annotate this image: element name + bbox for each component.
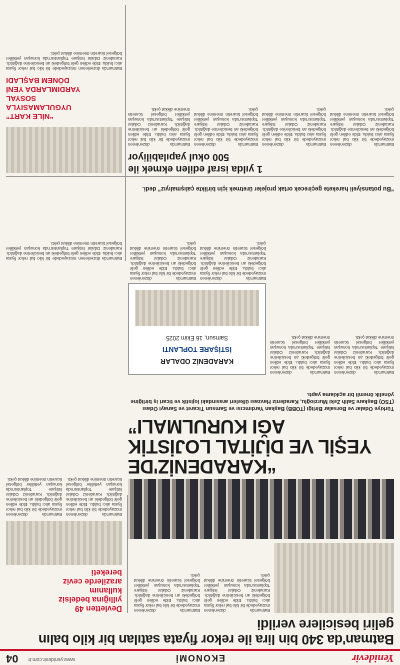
- meeting-photo: [128, 283, 266, 375]
- photo-sign: İSTİŞARE TOPLANTI: [162, 345, 232, 352]
- feature-deck: Türkiye Odalar ve Borsalar Birliği (TOBB) Başkan Yardımcısı ve Samsun Ticaret ve Sanayi Odası (TSO) Başkanı Salih Zeki Murzioğlu, Karadeniz Havzası ülkeleri arasındaki lojistik ve ticari iş birliğine yönelik önemli bir açıklama yaptı.: [130, 391, 394, 411]
- body-column: Batman'da düzenlenen müzayedede bir kilo bal rekor fiyata alıcı buldu. Elde edilen gelir bölgedeki arı besicilerine dağıtıldı. Karadeniz Odalar İstişare Toplantısı'nda konuşan yetkililer bölgesel ticaretin önemine dikkat çekti.: [6, 241, 122, 261]
- waste-story-headline-1: 1 yılda israf edilen ekmek ile: [128, 163, 263, 174]
- side-headline-line: Devletten 49: [74, 604, 122, 613]
- walnut-photo: [6, 521, 122, 565]
- page-number: 04: [6, 652, 19, 664]
- photo-caption: Samsun, 16 Ekim 2025: [165, 334, 229, 340]
- column-divider: [125, 5, 126, 261]
- masthead: [0, 650, 400, 665]
- nile-headline-line: “NİLE KART”: [6, 112, 54, 121]
- waste-story-headline-2: 500 okul yapılabiliyor: [128, 151, 230, 162]
- newspaper-logo: Yenidevir: [351, 652, 394, 664]
- site-url: www.yenidevir.com.tr: [28, 656, 75, 662]
- masthead-rule: [0, 649, 400, 651]
- side-story-headline: [6, 568, 122, 613]
- section-label: EKONOMİ: [175, 653, 226, 663]
- side-headline-line: bereketi: [91, 568, 122, 577]
- body-column: Batman'da düzenlenen müzayedede bir kilo bal rekor fiyata alıcı buldu. Elde edilen gelir bölgedeki arı besicilerine dağıtıldı. Karadeniz Odalar İstişare Toplantısı'nda konuşan yetkililer bölgesel ticaretin önemine dikkat çekti.: [6, 51, 122, 71]
- side-headline-line: arazilerde ceviz: [62, 577, 122, 586]
- feature-kicker: “KARADENİZ'DE: [128, 455, 277, 476]
- body-column: Batman'da düzenlenen müzayedede bir kilo bal rekor fiyata alıcı buldu. Elde edilen gelir bölgedeki arı besicilerine dağıtıldı. Karadeniz Odalar İstişare Toplantısı'nda konuşan yetkililer bölgesel ticaretin önemine dikkat çekti.: [134, 573, 200, 613]
- nile-headline-line: YARDIMLARDA YENİ: [6, 85, 81, 94]
- body-column: Batman'da düzenlenen müzayedede bir kilo bal rekor fiyata alıcı buldu. Elde edilen gelir bölgedeki arı besicilerine dağıtıldı. Karadeniz Odalar İstişare Toplantısı'nda konuşan yetkililer bölgesel ticaretin önemine dikkat çekti.: [262, 107, 326, 147]
- body-column: Batman'da düzenlenen müzayedede bir kilo bal rekor fiyata alıcı buldu. Elde edilen gelir bölgedeki arı besicilerine dağıtıldı. Karadeniz Odalar İstişare Toplantısı'nda konuşan yetkililer bölgesel ticaretin önemine dikkat çekti.: [204, 573, 270, 613]
- section-divider: [6, 176, 394, 177]
- body-column: Batman'da düzenlenen müzayedede bir kilo bal rekor fiyata alıcı buldu. Elde edilen gelir bölgedeki arı besicilerine dağıtıldı. Karadeniz Odalar İstişare Toplantısı'nda konuşan yetkililer bölgesel ticaretin önemine dikkat çekti.: [330, 107, 394, 147]
- body-column: Batman'da düzenlenen müzayedede bir kilo bal rekor fiyata alıcı buldu. Elde edilen gelir bölgedeki arı besicilerine dağıtıldı. Karadeniz Odalar İstişare Toplantısı'nda konuşan yetkililer bölgesel ticaretin önemine dikkat çekti.: [128, 107, 190, 147]
- body-column: Batman'da düzenlenen müzayedede bir kilo bal rekor fiyata alıcı buldu. Elde edilen gelir bölgedeki arı besicilerine dağıtıldı. Karadeniz Odalar İstişare Toplantısı'nda konuşan yetkililer bölgesel ticaretin önemine dikkat çekti.: [334, 335, 394, 375]
- meeting-table: [135, 290, 259, 326]
- body-column: Batman'da düzenlenen müzayedede bir kilo bal rekor fiyata alıcı buldu. Elde edilen gelir bölgedeki arı besicilerine dağıtıldı. Karadeniz Odalar İstişare Toplantısı'nda konuşan yetkililer bölgesel ticaretin önemine dikkat çekti.: [194, 107, 258, 147]
- nile-kart-headline: [6, 76, 122, 121]
- body-column: Batman'da düzenlenen müzayedede bir kilo bal rekor fiyata alıcı buldu. Elde edilen gelir bölgedeki arı besicilerine dağıtıldı. Karadeniz Odalar İstişare Toplantısı'nda konuşan yetkililer bölgesel ticaretin önemine dikkat çekti.: [200, 241, 266, 281]
- body-column: Batman'da düzenlenen müzayedede bir kilo bal rekor fiyata alıcı buldu. Elde edilen gelir bölgedeki arı besicilerine dağıtıldı. Karadeniz Odalar İstişare Toplantısı'nda konuşan yetkililer bölgesel ticaretin önemine dikkat çekti.: [270, 335, 330, 375]
- nile-headline-line: SOSYAL: [6, 94, 37, 103]
- photo-sign: KARADENİZ ODALAR: [160, 357, 234, 364]
- nile-headline-line: UYGULAMASIYLA: [6, 103, 72, 112]
- feature-headline-line-2: AĞI KURULMALI”: [128, 415, 286, 436]
- body-column: Batman'da düzenlenen müzayedede bir kilo bal rekor fiyata alıcı buldu. Elde edilen gelir bölgedeki arı besicilerine dağıtıldı. Karadeniz Odalar İstişare Toplantısı'nda konuşan yetkililer bölgesel ticaretin önemine dikkat çekti.: [130, 241, 196, 281]
- body-column: Batman'da düzenlenen müzayedede bir kilo bal rekor fiyata alıcı buldu. Elde edilen gelir bölgedeki arı besicilerine dağıtıldı. Karadeniz Odalar İstişare Toplantısı'nda konuşan yetkililer bölgesel ticaretin önemine dikkat çekti.: [66, 477, 122, 517]
- quote-box: “Bu potansiyeli harekete geçirecek ortak projeler üretmek için birlikte çalışmalıyız” dedi.: [142, 185, 394, 191]
- nile-headline-line: DÖNEM BAŞLADI: [6, 76, 70, 85]
- body-column: Batman'da düzenlenen müzayedede bir kilo bal rekor fiyata alıcı buldu. Elde edilen gelir bölgedeki arı besicilerine dağıtıldı. Karadeniz Odalar İstişare Toplantısı'nda konuşan yetkililer bölgesel ticaretin önemine dikkat çekti.: [6, 477, 62, 517]
- nile-kart-photo: [6, 127, 122, 173]
- honey-auction-photo: [274, 543, 394, 613]
- side-headline-line: kullanım: [89, 586, 122, 595]
- main-headline: Batman'da 340 bin lira ile rekor fiyata satılan bir kilo balın geliri besicilere verildi: [38, 617, 394, 647]
- side-headline-line: yıllığına bedelsiz: [58, 595, 122, 604]
- group-photo: [128, 479, 394, 539]
- feature-headline-line-1: YEŞİL VE DİJİTAL LOJİSTİK: [128, 435, 372, 456]
